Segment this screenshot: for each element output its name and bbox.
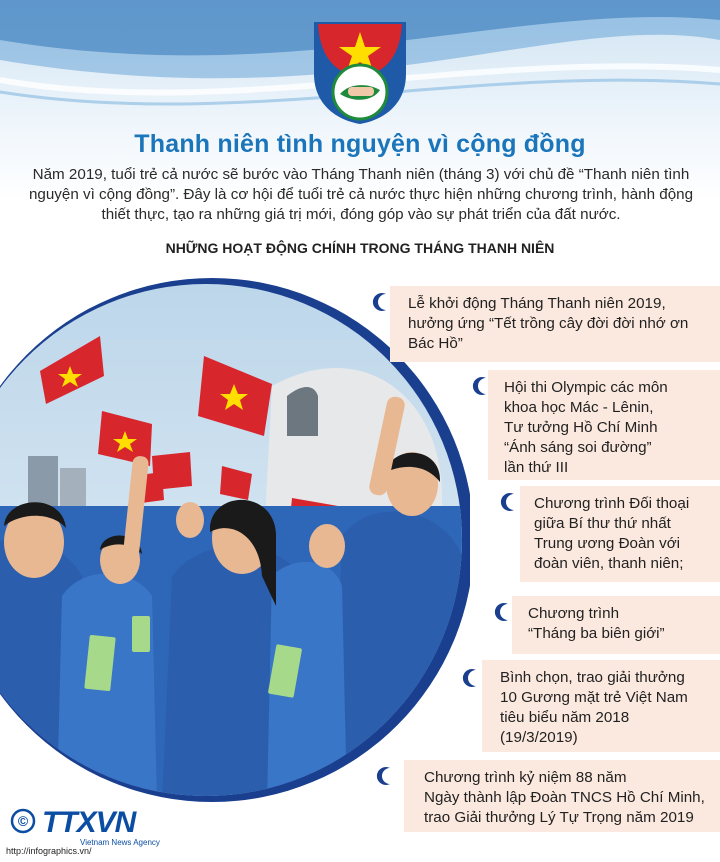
activity-item xyxy=(482,660,720,752)
activity-line: lần thứ III xyxy=(504,459,569,476)
activity-line: Tư tưởng Hồ Chí Minh xyxy=(504,419,658,436)
activity-line: Trung ương Đoàn với xyxy=(534,535,681,552)
activity-line: Chương trình kỷ niệm 88 năm xyxy=(424,769,627,786)
activity-line: Bác Hồ” xyxy=(408,335,463,352)
activity-line: khoa học Mác - Lênin, xyxy=(504,399,654,416)
activity-line: 10 Gương mặt trẻ Việt Nam xyxy=(500,689,688,706)
crescent-moon-icon xyxy=(500,492,520,512)
youth-union-emblem-icon xyxy=(308,14,412,126)
activity-line: đoàn viên, thanh niên; xyxy=(534,555,684,572)
source-url[interactable]: http://infographics.vn/ xyxy=(6,846,92,856)
activity-item xyxy=(488,370,720,480)
activity-line: trao Giải thưởng Lý Tự Trọng năm 2019 xyxy=(424,809,694,826)
activity-line: Lễ khởi động Tháng Thanh niên 2019, xyxy=(408,295,666,312)
activity-line: giữa Bí thư thứ nhất xyxy=(534,515,671,532)
page-title: Thanh niên tình nguyện vì cộng đồng xyxy=(134,130,586,158)
activity-line: “Tháng ba biên giới” xyxy=(528,625,665,642)
crescent-moon-icon xyxy=(494,602,514,622)
brand-logo: TTXVN xyxy=(42,806,136,839)
activity-item xyxy=(404,760,720,832)
activity-line: Ngày thành lập Đoàn TNCS Hồ Chí Minh, xyxy=(424,789,705,806)
activity-item xyxy=(390,286,720,362)
activity-line: tiêu biểu năm 2018 xyxy=(500,709,630,726)
activity-line: Bình chọn, trao giải thưởng xyxy=(500,669,685,686)
copyright-icon xyxy=(10,808,36,834)
activity-line: (19/3/2019) xyxy=(500,729,578,746)
activity-item xyxy=(512,596,720,654)
activity-line: Hội thi Olympic các môn xyxy=(504,379,668,396)
brand-subtitle: Vietnam News Agency xyxy=(80,838,160,847)
activity-line: Chương trình xyxy=(528,605,620,622)
copyright-symbol: © xyxy=(17,813,29,829)
activity-item xyxy=(520,486,720,582)
activity-line: “Ánh sáng soi đường” xyxy=(504,439,652,456)
intro-paragraph: Năm 2019, tuổi trẻ cả nước sẽ bước vào Tháng Thanh niên (tháng 3) với chủ đề “Thanh niên tình nguyện vì cộng đồng”. Đây là cơ hội để tuổi trẻ cả nước thực hiện những chương trình, hành động thiết thực, tạo ra những giá trị mới, đóng góp vào sự phát triển của đất nước. xyxy=(28,166,694,223)
activity-line: hưởng ứng “Tết trồng cây đời đời nhớ ơn xyxy=(408,315,689,332)
section-heading: NHỮNG HOẠT ĐỘNG CHÍNH TRONG THÁNG THANH NIÊN xyxy=(165,240,555,256)
activity-line: Chương trình Đối thoại xyxy=(534,495,690,512)
